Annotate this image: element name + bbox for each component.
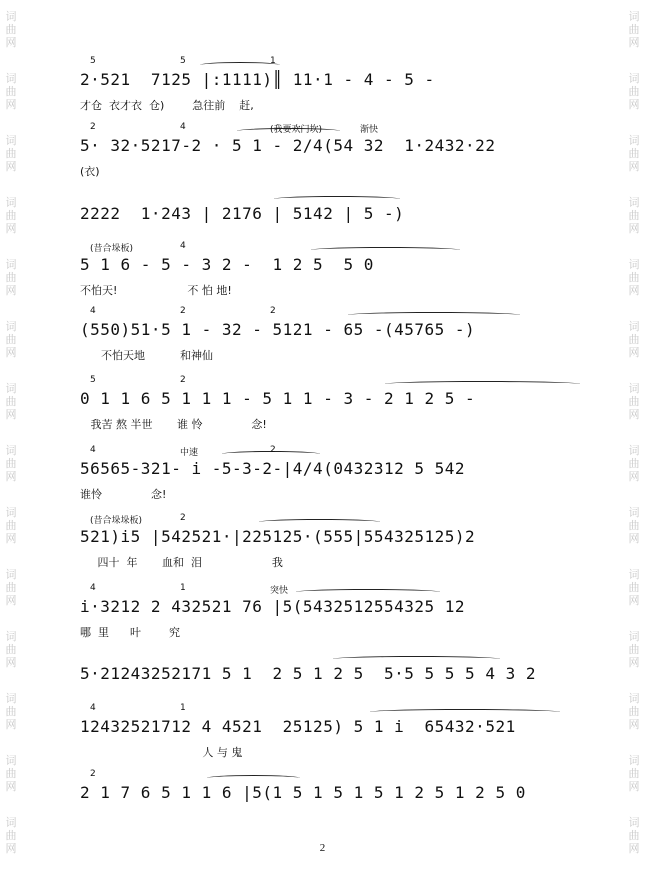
score-line (80, 445, 570, 502)
watermark-text: 词曲网 (628, 444, 640, 483)
watermark-text: 词曲网 (628, 382, 640, 421)
watermark-text: 词曲网 (5, 196, 17, 235)
watermark-text: 词曲网 (628, 320, 640, 359)
watermark-text: 词曲网 (5, 630, 17, 669)
lyrics-line: 不怕天! 不 怕 地! (80, 284, 232, 297)
annotation-mark: 中速 (180, 448, 199, 458)
watermark-text: 词曲网 (5, 506, 17, 545)
slur-arc (207, 775, 300, 781)
slur-arc (311, 247, 460, 253)
annotation-mark: 5 (90, 56, 96, 66)
annotation-mark: 4 (90, 703, 96, 713)
slur-arc (370, 709, 560, 715)
slur-arc (274, 196, 400, 202)
watermark-text: 词曲网 (628, 196, 640, 235)
notation-line: 521)i5 |542521·|225125·(555|554325125)2 (80, 527, 476, 546)
annotation-mark: 渐快 (360, 125, 379, 135)
notation-line: (550)51·5 1 - 32 - 5121 - 65 -(45765 -) (80, 320, 476, 339)
annotation-mark: (昔合垛垛板) (90, 516, 143, 526)
lyrics-line: 谁怜 念! (80, 488, 167, 501)
annotation-mark: 1 (180, 583, 186, 593)
notation-line: 2222 1·243 | 2176 | 5142 | 5 -) (80, 204, 405, 223)
watermark-text: 词曲网 (628, 630, 640, 669)
watermark-text: 词曲网 (628, 692, 640, 731)
score-line (80, 122, 570, 179)
score-line (80, 513, 570, 570)
watermark-text: 词曲网 (628, 10, 640, 49)
annotation-mark: 1 (270, 56, 276, 66)
watermark-text: 词曲网 (5, 72, 17, 111)
annotation-mark: 2 (180, 513, 186, 523)
annotation-mark: 2 (90, 122, 96, 132)
watermark-text: 词曲网 (628, 258, 640, 297)
score-line (80, 56, 570, 113)
lyrics-line: 才仓 衣才衣 仓) 急往前 赶, (80, 99, 254, 112)
lyrics-line: 哪 里 叶 究 (80, 626, 180, 639)
page-number: 2 (319, 842, 326, 854)
annotation-mark: 4 (180, 122, 186, 132)
watermark-text: 词曲网 (5, 568, 17, 607)
score-line (80, 583, 570, 640)
slur-arc (296, 589, 440, 595)
watermark-text: 词曲网 (628, 134, 640, 173)
notation-line: 0 1 1 6 5 1 1 1 - 5 1 1 - 3 - 2 1 2 5 - (80, 389, 476, 408)
watermark-text: 词曲网 (5, 754, 17, 793)
annotation-mark: 5 (180, 56, 186, 66)
notation-line: i·3212 2 432521 76 |5(5432512554325 12 (80, 597, 466, 616)
slur-arc (333, 656, 500, 662)
notation-line: 56565-321- i -5-3-2-|4/4(0432312 5 542 (80, 459, 466, 478)
score-line (80, 664, 570, 683)
notation-line: 5 1 6 - 5 - 3 2 - 1 2 5 5 0 (80, 255, 374, 274)
annotation-mark: 4 (90, 445, 96, 455)
annotation-mark: 4 (180, 241, 186, 251)
annotation-mark: 2 (270, 306, 276, 316)
watermark-text: 词曲网 (5, 134, 17, 173)
slur-arc (385, 381, 580, 387)
watermark-text: 词曲网 (5, 258, 17, 297)
notation-line: 2 1 7 6 5 1 1 6 |5(1 5 1 5 1 5 1 2 5 1 2 5 0 (80, 783, 526, 802)
slur-arc (259, 519, 380, 525)
notation-line: 5· 32·5217-2 · 5 1 - 2/4(54 32 1·2432·22 (80, 136, 496, 155)
annotation-mark: 5 (90, 375, 96, 385)
watermark-text: 词曲网 (628, 816, 640, 855)
watermark-text: 词曲网 (5, 816, 17, 855)
lyrics-line: 我苦 熬 半世 谁 怜 念! (80, 418, 267, 431)
notation-line: 12432521712 4 4521 25125) 5 1 i 65432·521 (80, 717, 516, 736)
lyrics-line: 人 与 鬼 (80, 746, 243, 759)
annotation-mark: 2 (180, 306, 186, 316)
lyrics-line: 四十 年 血和 泪 我 (80, 556, 283, 569)
notation-line: 5·21243252171 5 1 2 5 1 2 5 5·5 5 5 5 4 3 2 (80, 664, 536, 683)
watermark-text: 词曲网 (628, 754, 640, 793)
annotation-mark: 1 (180, 703, 186, 713)
score-line (80, 769, 570, 802)
annotation-mark: 2 (180, 375, 186, 385)
watermark-text: 词曲网 (628, 568, 640, 607)
annotation-mark: (昔合垛板) (90, 244, 134, 254)
score-line (80, 306, 570, 363)
watermark-text: 词曲网 (5, 444, 17, 483)
score-line (80, 241, 570, 298)
watermark-text: 词曲网 (628, 506, 640, 545)
watermark-text: 词曲网 (5, 320, 17, 359)
score-line (80, 375, 570, 432)
watermark-text: 词曲网 (628, 72, 640, 111)
watermark-text: 词曲网 (5, 382, 17, 421)
score-line (80, 703, 570, 760)
annotation-mark: (我要欢门坎) (270, 125, 323, 135)
annotation-mark: 2 (270, 445, 276, 455)
annotation-mark: 突快 (270, 586, 289, 596)
slur-arc (200, 62, 280, 68)
annotation-mark: 4 (90, 306, 96, 316)
score-line (80, 204, 570, 223)
notation-line: 2·521 7125 |:1111)║ 11·1 - 4 - 5 - (80, 70, 435, 89)
watermark-text: 词曲网 (5, 10, 17, 49)
annotation-mark: 4 (90, 583, 96, 593)
lyrics-line: (衣) (80, 165, 100, 178)
slur-arc (348, 312, 520, 318)
watermark-text: 词曲网 (5, 692, 17, 731)
annotation-mark: 2 (90, 769, 96, 779)
lyrics-line: 不怕天地 和神仙 (80, 349, 213, 362)
